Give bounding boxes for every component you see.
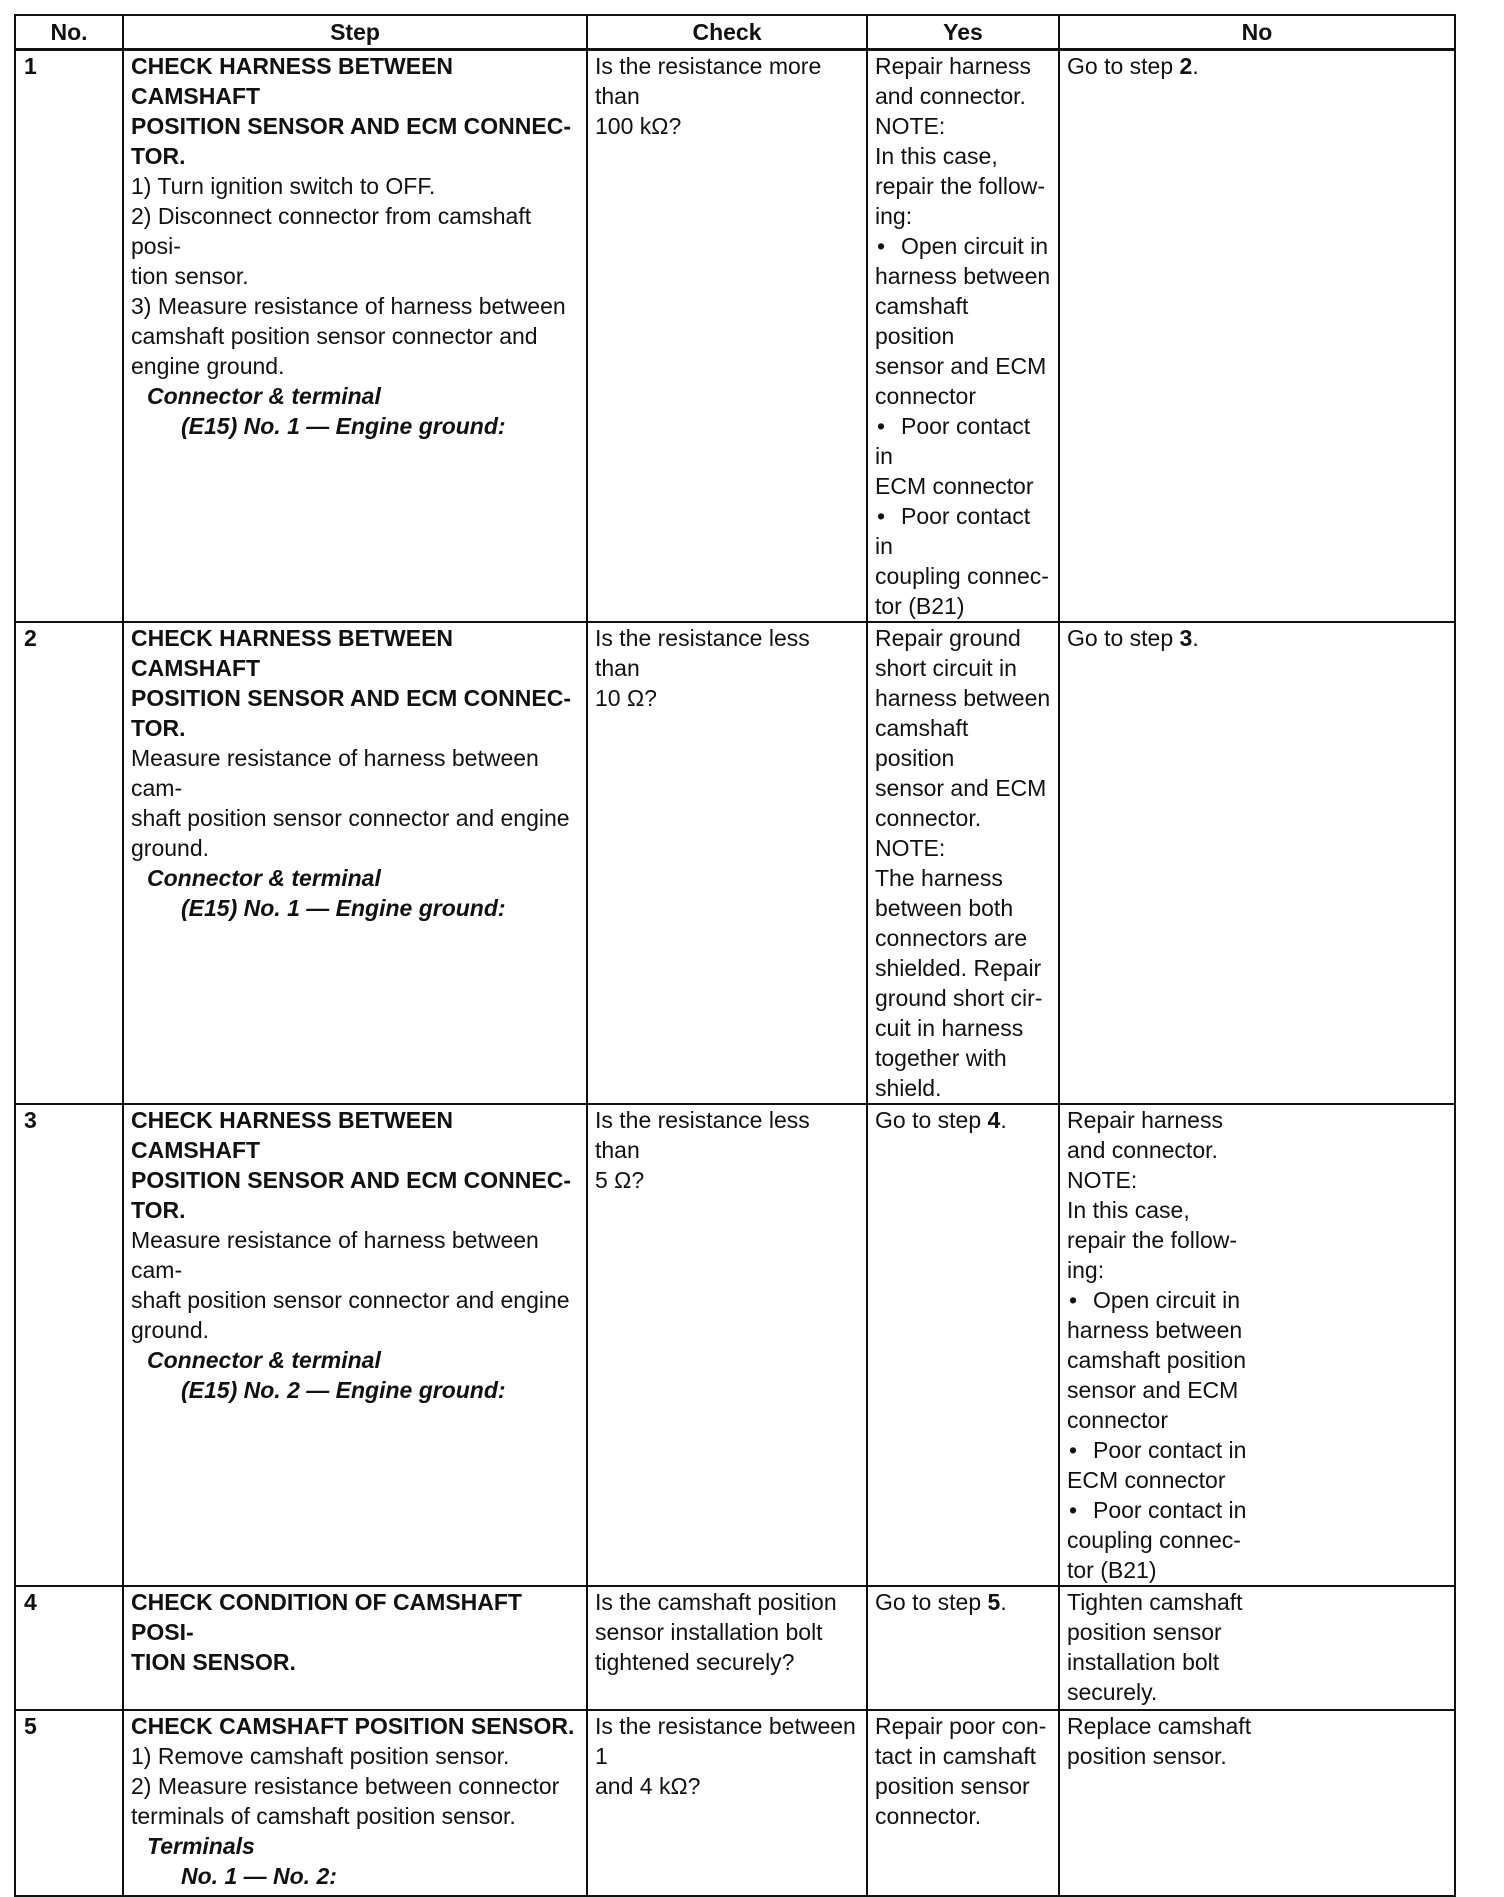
- go-to-step-number: 5: [987, 1589, 1001, 1615]
- yes-line: harness between: [875, 685, 1051, 711]
- go-to-suffix: .: [1192, 53, 1199, 79]
- step-title-line: CHECK CONDITION OF CAMSHAFT POSI-: [131, 1589, 522, 1645]
- step-cell: [123, 622, 587, 1104]
- no-line: ing:: [1067, 1257, 1105, 1283]
- yes-line: ground short cir-: [875, 985, 1043, 1011]
- instruction-line: engine ground.: [131, 353, 285, 379]
- yes-cell: [867, 1586, 1059, 1710]
- header-yes: Yes: [867, 15, 1059, 50]
- yes-line: between both: [875, 895, 1014, 921]
- yes-line: shielded. Repair: [875, 955, 1042, 981]
- header-no-column: No: [1059, 15, 1455, 50]
- check-line: 10 Ω?: [595, 685, 657, 711]
- instruction-line: ground.: [131, 835, 210, 861]
- instruction-line: ground.: [131, 1317, 210, 1343]
- go-to-text: Go to step: [875, 1589, 988, 1615]
- no-line: NOTE:: [1067, 1167, 1138, 1193]
- bullet-continuation: sensor and ECM: [1067, 1377, 1239, 1403]
- yes-line: NOTE:: [875, 835, 946, 861]
- table-row: [15, 1710, 1455, 1896]
- header-step: Step: [123, 15, 587, 50]
- yes-cell: [867, 50, 1059, 623]
- spec-value: (E15) No. 2 — Engine ground:: [181, 1377, 506, 1403]
- step-title-line: TOR.: [131, 715, 186, 741]
- go-to-suffix: .: [1192, 625, 1199, 651]
- bullet-continuation: connector: [875, 383, 977, 409]
- instruction-line: 2) Measure resistance between connector: [131, 1773, 560, 1799]
- diagnostic-procedure-table-page: [14, 14, 1454, 1897]
- bullet-continuation: camshaft position: [875, 293, 969, 349]
- check-line: Is the resistance less than: [595, 625, 810, 681]
- bullet-continuation: coupling connec-: [875, 563, 1049, 589]
- no-line: securely.: [1067, 1679, 1158, 1705]
- spec-label: Terminals: [147, 1833, 255, 1859]
- check-cell: [587, 50, 867, 623]
- check-line: Is the resistance less than: [595, 1107, 810, 1163]
- diagnostic-table: [14, 14, 1455, 1897]
- header-no: No.: [15, 15, 123, 50]
- spec-label: Connector & terminal: [147, 383, 381, 409]
- check-line: Is the resistance more than: [595, 53, 822, 109]
- no-line: position sensor.: [1067, 1743, 1227, 1769]
- go-to-text: Go to step: [1067, 53, 1180, 79]
- yes-line: tact in camshaft: [875, 1743, 1037, 1769]
- no-line: Replace camshaft: [1067, 1713, 1252, 1739]
- yes-cell: [867, 1104, 1059, 1586]
- yes-line: ing:: [875, 203, 913, 229]
- go-to-step-number: 4: [987, 1107, 1001, 1133]
- no-line: Repair harness: [1067, 1107, 1223, 1133]
- step-number: 3: [15, 1104, 123, 1586]
- step-title-line: POSITION SENSOR AND ECM CONNEC-: [131, 113, 572, 139]
- table-row: [15, 1586, 1455, 1710]
- check-line: Is the resistance between 1: [595, 1713, 856, 1769]
- step-title-line: CHECK HARNESS BETWEEN CAMSHAFT: [131, 53, 454, 109]
- check-cell: [587, 1104, 867, 1586]
- step-number: 2: [15, 622, 123, 1104]
- no-cell: [1059, 1586, 1455, 1710]
- instruction-line: 1) Turn ignition switch to OFF.: [131, 173, 436, 199]
- bullet-continuation: tor (B21): [875, 593, 965, 619]
- step-cell: [123, 1710, 587, 1896]
- step-title-line: TOR.: [131, 143, 186, 169]
- yes-line: short circuit in: [875, 655, 1017, 681]
- yes-line: NOTE:: [875, 113, 946, 139]
- no-line: installation bolt: [1067, 1649, 1220, 1675]
- instruction-line: Measure resistance of harness between cam-: [131, 745, 539, 801]
- bullet-item: • Poor contact in: [1067, 1435, 1448, 1465]
- check-line: Is the camshaft position: [595, 1589, 837, 1615]
- yes-line: sensor and ECM: [875, 775, 1047, 801]
- yes-line: In this case,: [875, 143, 998, 169]
- yes-line: Repair harness: [875, 53, 1031, 79]
- yes-line: repair the follow-: [875, 173, 1046, 199]
- check-cell: [587, 1586, 867, 1710]
- no-cell: [1059, 1104, 1455, 1586]
- spec-value: No. 1 — No. 2:: [181, 1863, 337, 1889]
- yes-line: position sensor: [875, 1773, 1030, 1799]
- instruction-line: 1) Remove camshaft position sensor.: [131, 1743, 510, 1769]
- table-row: [15, 50, 1455, 623]
- check-cell: [587, 622, 867, 1104]
- yes-line: connector.: [875, 1803, 982, 1829]
- yes-line: connector.: [875, 805, 982, 831]
- bullet-item: • Poor contact in: [1067, 1495, 1448, 1525]
- instruction-line: Measure resistance of harness between cam-: [131, 1227, 539, 1283]
- no-cell: [1059, 622, 1455, 1104]
- step-title-line: POSITION SENSOR AND ECM CONNEC-: [131, 685, 572, 711]
- go-to-suffix: .: [1000, 1107, 1007, 1133]
- spec-label: Connector & terminal: [147, 865, 381, 891]
- instruction-line: camshaft position sensor connector and: [131, 323, 538, 349]
- yes-line: Repair ground: [875, 625, 1021, 651]
- header-check: Check: [587, 15, 867, 50]
- bullet-item: • Open circuit in: [1067, 1285, 1448, 1315]
- check-cell: [587, 1710, 867, 1896]
- spec-value: (E15) No. 1 — Engine ground:: [181, 895, 506, 921]
- yes-line: Repair poor con-: [875, 1713, 1047, 1739]
- instruction-line: 2) Disconnect connector from camshaft posi-: [131, 203, 532, 259]
- yes-line: and connector.: [875, 83, 1026, 109]
- no-line: In this case,: [1067, 1197, 1190, 1223]
- go-to-step-number: 2: [1179, 53, 1193, 79]
- instruction-line: tion sensor.: [131, 263, 249, 289]
- no-cell: [1059, 1710, 1455, 1896]
- header-row: [15, 15, 1455, 50]
- table-row: [15, 622, 1455, 1104]
- no-line: repair the follow-: [1067, 1227, 1238, 1253]
- check-line: sensor installation bolt: [595, 1619, 823, 1645]
- step-number: 4: [15, 1586, 123, 1710]
- bullet-continuation: ECM connector: [875, 473, 1034, 499]
- step-title-line: POSITION SENSOR AND ECM CONNEC-: [131, 1167, 572, 1193]
- bullet-item: • Poor contact in: [875, 411, 1052, 471]
- step-title-line: TION SENSOR.: [131, 1649, 296, 1675]
- bullet-continuation: harness between: [875, 263, 1051, 289]
- check-line: 100 kΩ?: [595, 113, 682, 139]
- check-line: and 4 kΩ?: [595, 1773, 701, 1799]
- step-title-line: CHECK HARNESS BETWEEN CAMSHAFT: [131, 1107, 454, 1163]
- instruction-line: shaft position sensor connector and engine: [131, 1287, 570, 1313]
- step-number: 1: [15, 50, 123, 623]
- step-title-line: CHECK HARNESS BETWEEN CAMSHAFT: [131, 625, 454, 681]
- bullet-continuation: harness between: [1067, 1317, 1243, 1343]
- bullet-continuation: ECM connector: [1067, 1467, 1226, 1493]
- yes-cell: [867, 1710, 1059, 1896]
- yes-line: cuit in harness: [875, 1015, 1024, 1041]
- table-row: [15, 1104, 1455, 1586]
- no-line: Tighten camshaft: [1067, 1589, 1243, 1615]
- spec-value: (E15) No. 1 — Engine ground:: [181, 413, 506, 439]
- yes-line: The harness: [875, 865, 1003, 891]
- bullet-continuation: tor (B21): [1067, 1557, 1157, 1583]
- yes-line: shield.: [875, 1075, 942, 1101]
- yes-cell: [867, 622, 1059, 1104]
- step-cell: [123, 1586, 587, 1710]
- step-title-line: TOR.: [131, 1197, 186, 1223]
- yes-line: camshaft position: [875, 715, 969, 771]
- step-number: 5: [15, 1710, 123, 1896]
- bullet-continuation: connector: [1067, 1407, 1169, 1433]
- check-line: tightened securely?: [595, 1649, 795, 1675]
- bullet-item: • Poor contact in: [875, 501, 1052, 561]
- go-to-step-number: 3: [1179, 625, 1193, 651]
- instruction-line: shaft position sensor connector and engine: [131, 805, 570, 831]
- bullet-continuation: camshaft position: [1067, 1347, 1246, 1373]
- bullet-continuation: coupling connec-: [1067, 1527, 1241, 1553]
- go-to-text: Go to step: [875, 1107, 988, 1133]
- go-to-suffix: .: [1000, 1589, 1007, 1615]
- yes-line: together with: [875, 1045, 1007, 1071]
- yes-line: connectors are: [875, 925, 1028, 951]
- step-cell: [123, 1104, 587, 1586]
- bullet-continuation: sensor and ECM: [875, 353, 1047, 379]
- no-cell: [1059, 50, 1455, 623]
- no-line: position sensor: [1067, 1619, 1222, 1645]
- bullet-item: • Open circuit in: [875, 231, 1052, 261]
- spec-label: Connector & terminal: [147, 1347, 381, 1373]
- instruction-line: terminals of camshaft position sensor.: [131, 1803, 516, 1829]
- step-cell: [123, 50, 587, 623]
- check-line: 5 Ω?: [595, 1167, 645, 1193]
- no-line: and connector.: [1067, 1137, 1218, 1163]
- step-title-line: CHECK CAMSHAFT POSITION SENSOR.: [131, 1713, 575, 1739]
- go-to-text: Go to step: [1067, 625, 1180, 651]
- instruction-line: 3) Measure resistance of harness between: [131, 293, 566, 319]
